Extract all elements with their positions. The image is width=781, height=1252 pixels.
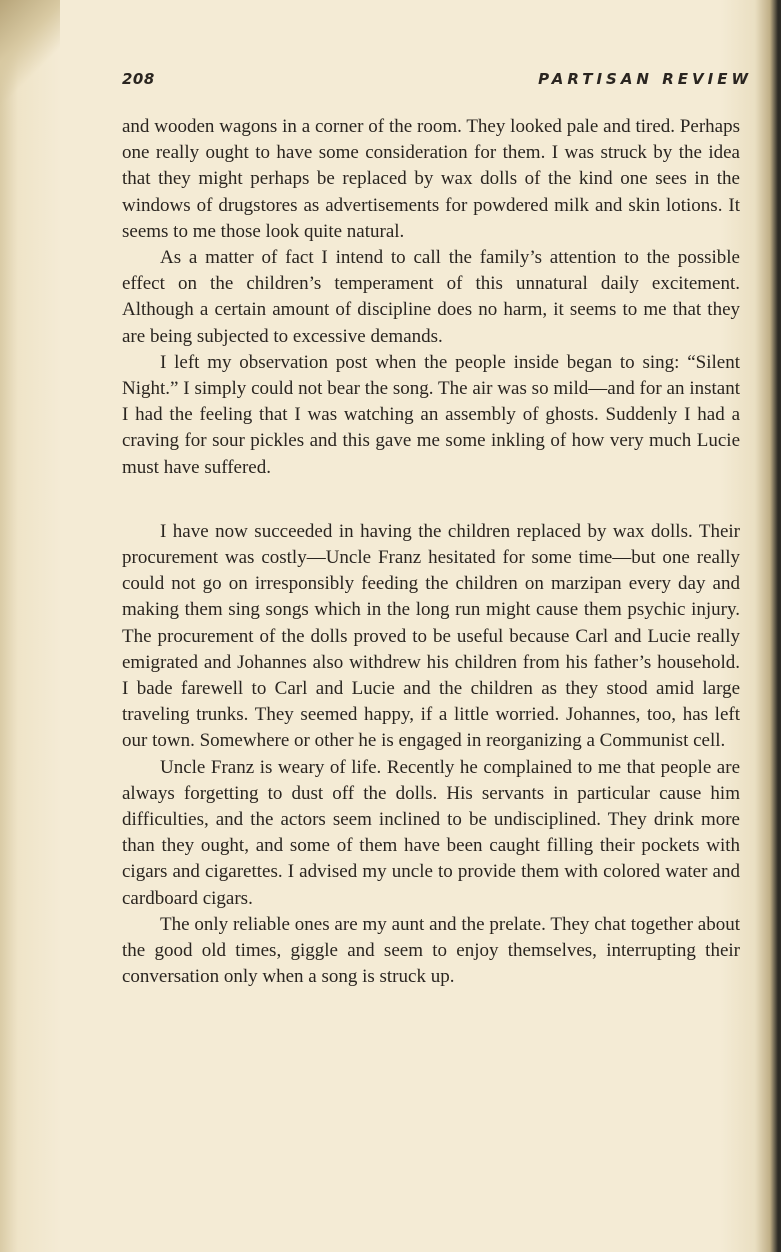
page-number: 208	[122, 70, 155, 88]
page-corner-shadow	[0, 0, 60, 120]
paragraph-5: Uncle Franz is weary of life. Recently he complained to me that people are always forgetting to dust off the dolls. His servants in particular cause him difficulties, and the actors seem inclined to be undisciplined. They drink more than they ought, and some of them have been caught filling their pockets with cigars and cigarettes. I advised my uncle to provide them with colored water and cardboard cigars.	[122, 756, 740, 909]
body-text	[122, 114, 740, 991]
paragraph-6: The only reliable ones are my aunt and the prelate. They chat together about the good old times, giggle and seem to enjoy themselves, interrupting their conversation only when a song is struck up.	[122, 913, 740, 988]
paragraph-4: I have now succeeded in having the children replaced by wax dolls. Their procurement was costly—Uncle Franz hesitated for some time—but one really could not go on irresponsibly feeding the children on marzipan every day and making them sing songs which in the long run might cause them psychic injury. The procurement of the dolls proved to be useful because Carl and Lucie really emigrated and Johannes also withdrew his children from his father’s household. I bade farewell to Carl and Lucie and the children as they stood amid large traveling trunks. They seemed happy, if a little worried. Johannes, too, has left our town. Somewhere or other he is engaged in reorganizing a Communist cell.	[122, 520, 740, 752]
journal-title: PARTISAN REVIEW	[538, 70, 752, 88]
running-header	[122, 70, 752, 94]
paragraph-2: As a matter of fact I intend to call the family’s attention to the possible effect on the children’s temperament of this unnatural daily excitement. Although a certain amount of discipline does no harm, it seems to me that they are being subjected to excessive demands.	[122, 247, 740, 347]
paragraph-3: I left my observation post when the people inside began to sing: “Silent Night.” I simply could not bear the song. The air was so mild—and for an instant I had the feeling that I was watching an assembly of ghosts. Suddenly I had a craving for sour pickles and this gave me some inkling of how very much Lucie must have suffered.	[122, 351, 740, 478]
paragraph-1: and wooden wagons in a corner of the room. They looked pale and tired. Perhaps one really ought to have some consideration for them. I was struck by the idea that they might perhaps be replaced by wax dolls of the kind one sees in the windows of drugstores as advertisements for powdered milk and skin lotions. It seems to me those look quite natural.	[122, 116, 740, 242]
